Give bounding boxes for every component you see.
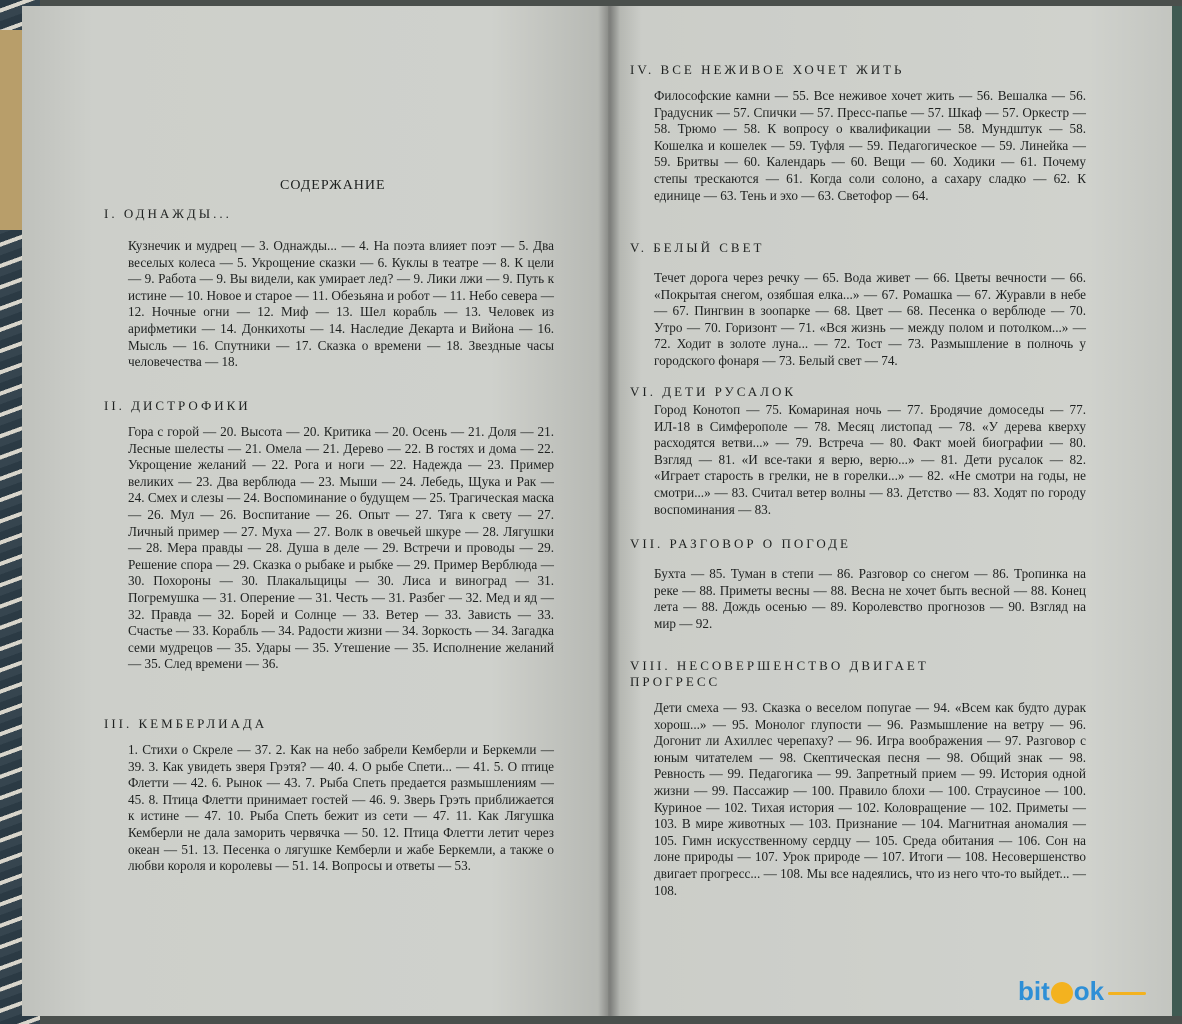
watermark-logo xyxy=(1018,976,1146,1007)
section-heading: VIII. НЕСОВЕРШЕНСТВО ДВИГАЕТ ПРОГРЕСС xyxy=(630,658,929,689)
section-entries: Гора с горой — 20. Высота — 20. Критика — 20. Осень — 21. Доля — 21. Лесные шелесты — 21. Омела — 21. Дерево — 22. В гостях и дома — 22. Укрощение желаний — 22. Рога и ноги — 22. Надежда — 23. Пример великих — 23. Два верблюда — 23. Мыши — 24. Лебедь, Щука и Рак — 24. Смех и слезы — 24. Воспоминание о будущем — 25. Трагическая маска — 26. Мул — 26. Воспитание — 26. Опыт — 27. Тяга к свету — 27. Личный пример — 27. Муха — 27. Волк в овечьей шкуре — 28. Лягушки — 28. Мера правды — 28. Душа в деле — 29. Встречи и проводы — 29. Решение спора — 29. Сказка о рыбаке и рыбке — 29. Пример Верблюда — 30. Похороны — 30. Плакальщицы — 30. Лиса и виноград — 31. Погремушка — 31. Оперение — 31. Честь — 31. Разбег — 32. Мед и яд — 32. Правда — 32. Борей и Солнце — 33. Ветер — 33. Зависть — 33. Счастье — 33. Корабль — 34. Радости жизни — 34. Зоркость — 34. Загадка семи мудрецов — 35. Удары — 35. Утешение — 35. Исполнение желаний — 35. След времени — 36. xyxy=(128,424,554,672)
section-heading: I. ОДНАЖДЫ... xyxy=(104,206,232,221)
watermark-text: ok xyxy=(1073,976,1105,1006)
section-entries: Кузнечик и мудрец — 3. Однажды... — 4. На поэта влияет поэт — 5. Два веселых колеса — 5. Укрощение сказки — 6. Куклы в театре — 8. К цели — 9. Работа — 9. Вы видели, как умирает лед? — 9. Лики лжи — 9. Путь к истине — 10. Новое и старое — 11. Обезьяна и робот — 11. Небо севера — 12. Ночные огни — 12. Миф — 13. Шел корабль — 13. Человек из арифметики — 14. Донкихоты — 14. Наследие Декарта и Вийона — 16. Мысль — 16. Спутники — 17. Сказка о времени — 18. Звездные часы человечества — 18. xyxy=(128,238,554,370)
section-heading: VI. ДЕТИ РУСАЛОК xyxy=(630,384,797,399)
left-page xyxy=(22,6,608,1016)
toc-title: СОДЕРЖАНИЕ xyxy=(280,178,386,193)
toc-section-6 xyxy=(630,384,1086,518)
toc-section-5 xyxy=(630,240,1086,370)
section-heading: V. БЕЛЫЙ СВЕТ xyxy=(630,240,765,255)
section-entries: Город Конотоп — 75. Комариная ночь — 77. Бродячие домоседы — 77. ИЛ-18 в Симферополе — 78. Месяц листопад — 78. «У дерева кверху расходятся ветви...» — 79. Встреча — 80. Факт моей биографии — 80. Взгляд — 81. «И все-таки я верю, верю...» — 81. Дети русалок — 82. «Играет старость в грелки, не в горелки...» — 82. «Не смотри на годы, не смотри...» — 83. Считал ветер волны — 83. Детство — 83. Ходят по городу воспоминания — 83. xyxy=(654,402,1086,517)
swoosh-icon xyxy=(1108,992,1146,995)
section-heading: IV. ВСЕ НЕЖИВОЕ ХОЧЕТ ЖИТЬ xyxy=(630,62,905,77)
section-entries: Течет дорога через речку — 65. Вода живет — 66. Цветы вечности — 66. «Покрытая снегом, озябшая елка...» — 67. Ромашка — 67. Журавли в небе — 67. Пингвин в зоопарке — 68. Цвет — 68. Песенка о верблюде — 70. Утро — 70. Горизонт — 71. «Вся жизнь — между полом и потолком...» — 72. Ходит в золоте луна... — 72. Тост — 73. Размышление в полночь у городского фонаря — 73. Белый свет — 74. xyxy=(654,270,1086,368)
watermark-text: bit xyxy=(1018,976,1050,1006)
section-heading: VII. РАЗГОВОР О ПОГОДЕ xyxy=(630,536,851,551)
right-page xyxy=(608,6,1172,1016)
open-book xyxy=(22,6,1182,1016)
section-entries: Дети смеха — 93. Сказка о веселом попугае — 94. «Всем как будто дурак хорош...» — 95. Монолог глупости — 96. Размышление на ветру — 96. Догонит ли Ахиллес черепаху? — 96. Игра воображения — 97. Разговор с юным читателем — 98. Скептическая песня — 98. Общий знак — 98. Ревность — 99. Педагогика — 99. Запретный прием — 99. История одной жизни — 99. Пассажир — 100. Правило блохи — 100. Страусиное — 100. Куриное — 102. Тихая история — 102. Коловращение — 102. Приметы — 103. В мире животных — 103. Признание — 104. Магнитная аномалия — 105. Гимн искусственному сердцу — 105. Среда обитания — 106. Сон на лоне природы — 107. Урок природе — 107. Итоги — 108. Несовершенство двигает прогресс... — 108. Мы все надеялись, что из него что-то выйдет... — 108. xyxy=(654,700,1086,898)
book-gutter xyxy=(598,6,620,1016)
toc-section-1 xyxy=(104,206,554,371)
hand-icon xyxy=(1051,982,1073,1004)
toc-section-2 xyxy=(104,398,554,673)
section-heading: II. ДИСТРОФИКИ xyxy=(104,398,251,413)
section-entries: Бухта — 85. Туман в степи — 86. Разговор со снегом — 86. Тропинка на реке — 88. Приметы весны — 88. Весна не хочет быть весной — 88. Конец лета — 88. Дождь осенью — 89. Королевство прогнозов — 90. Взгляд на мир — 92. xyxy=(654,566,1086,631)
toc-section-4 xyxy=(630,62,1086,204)
toc-section-7 xyxy=(630,536,1086,632)
section-entries: 1. Стихи о Скреле — 37. 2. Как на небо забрели Кемберли и Беркемли — 39. 3. Как увидеть зверя Грэтя? — 40. 4. О рыбе Спети... — 41. 5. О птице Флетти — 42. 6. Рынок — 43. 7. Рыба Спеть предается размышлениям — 45. 8. Птица Флетти принимает гостей — 46. 9. Зверь Грэть приближается к истине — 47. 10. Рыба Спеть бежит из сети — 47. 11. Как Лягушка Кемберли не дала заморить червячка — 50. 12. Птица Флетти летит через океан — 51. 13. Песенка о лягушке Кемберли и жабе Беркемли, а также о любви короля и королевы — 51. 14. Вопросы и ответы — 53. xyxy=(128,742,554,874)
book-right-edge xyxy=(1172,6,1182,1016)
section-entries: Философские камни — 55. Все неживое хочет жить — 56. Вешалка — 56. Градусник — 57. Спички — 57. Пресс-папье — 57. Шкаф — 57. Оркестр — 58. Трюмо — 58. К вопросу о квалификации — 58. Мундштук — 58. Кошелка и кошелек — 59. Туфля — 59. Педагогическое — 59. Линейка — 59. Бритвы — 60. Календарь — 60. Вещи — 60. Ходики — 61. Почему степы трескаются — 61. Когда соли солоно, а сахару сладко — 62. К единице — 63. Тень и эхо — 63. Светофор — 64. xyxy=(654,88,1086,203)
toc-section-8 xyxy=(630,658,1086,899)
section-heading: III. КЕМБЕРЛИАДА xyxy=(104,716,268,731)
toc-section-3 xyxy=(104,716,554,875)
